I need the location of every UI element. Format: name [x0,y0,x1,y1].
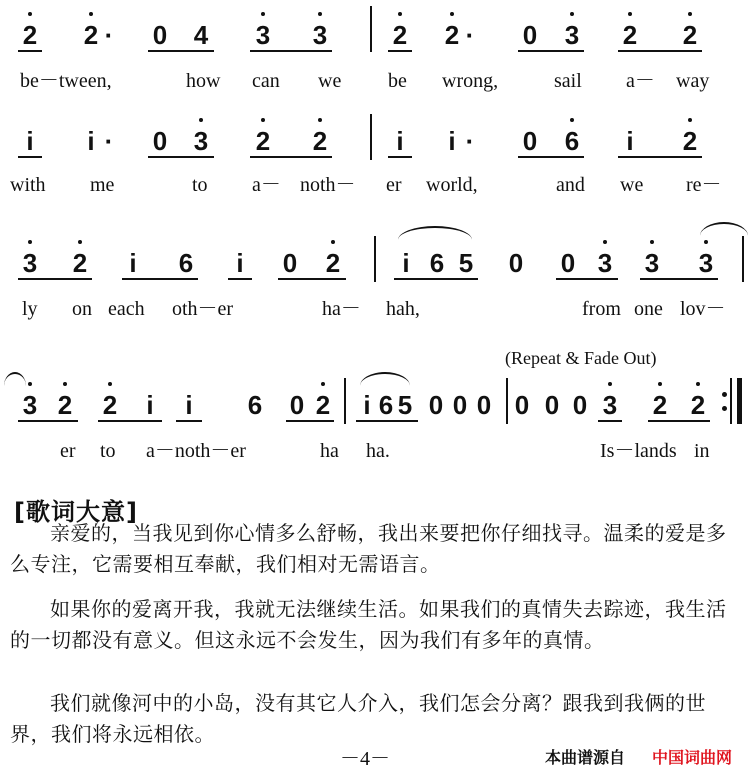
lyric: er [386,174,402,196]
lyric: one [634,298,663,320]
note: 3 [644,248,660,278]
note: 2 [325,248,341,278]
lyric: world, [426,174,478,196]
note: 0 [514,390,530,420]
note: 2 [72,248,88,278]
beam [356,420,418,422]
barline [742,236,744,282]
note: i [236,248,244,278]
note: i [448,126,456,156]
note: · [104,126,114,156]
beam [176,420,202,422]
note: i [26,126,34,156]
beam [618,50,702,52]
lyric: me [90,174,115,196]
beam [388,50,412,52]
lyric: a－ [626,70,655,92]
beam [98,420,162,422]
note: 2 [682,126,698,156]
lyric: from [582,298,621,320]
beam [18,156,42,158]
barline [730,378,732,424]
octave-dot [28,12,32,16]
octave-dot [89,12,93,16]
tie [360,372,410,386]
octave-dot [261,12,265,16]
beam [250,156,332,158]
lyric: we [620,174,644,196]
octave-dot [603,240,607,244]
octave-dot [398,12,402,16]
note: i [129,248,137,278]
beam [640,278,718,280]
note: 2 [255,126,271,156]
note: 2 [690,390,706,420]
note: 0 [452,390,468,420]
note: 2 [622,20,638,50]
barline [374,236,376,282]
lyrics-meaning-title: [歌词大意] [14,498,138,526]
note: i [396,126,404,156]
lyric: noth－ [300,174,356,196]
note: 0 [522,20,538,50]
note: 2 [22,20,38,50]
meaning-paragraph: 如果你的爱离开我，我就无法继续生活。如果我们的真情失去踪迹，我生活的一切都没有意义。但这永远不会发生，因为我们有多年的真情。 [10,597,727,652]
note: 0 [508,248,524,278]
note: 3 [22,390,38,420]
octave-dot [78,240,82,244]
octave-dot [696,382,700,386]
note: 0 [522,126,538,156]
lyric: way [676,70,710,92]
lyric: ha. [366,440,390,462]
repeat-dot [722,406,727,411]
note: 0 [476,390,492,420]
beam [18,278,92,280]
octave-dot [570,12,574,16]
lyric: wrong, [442,70,499,92]
note: 2 [83,20,99,50]
lyric: hah, [386,298,420,320]
lyric: and [556,174,585,196]
lyric: can [252,70,280,92]
beam [228,278,252,280]
note: 0 [282,248,298,278]
note: · [104,20,114,50]
lyric: how [186,70,221,92]
note: 2 [57,390,73,420]
octave-dot [704,240,708,244]
repeat-dot [722,392,727,397]
note: 2 [392,20,408,50]
octave-dot [650,240,654,244]
source-site-link[interactable]: 中国词曲网 [652,748,733,767]
lyric: to [192,174,208,196]
note: i [363,390,371,420]
beam [556,278,618,280]
lyric: we [318,70,342,92]
note: 6 [564,126,580,156]
lyric: a－ [252,174,281,196]
octave-dot [331,240,335,244]
barline [344,378,346,424]
beam [18,420,78,422]
beam [250,50,332,52]
tie [4,372,26,386]
note: 6 [378,390,394,420]
note: 0 [560,248,576,278]
note: 0 [544,390,560,420]
end-repeat-barline [737,378,742,424]
octave-dot [199,118,203,122]
beam [618,156,702,158]
tie [700,222,748,236]
meaning-paragraph: 我们就像河中的小岛，没有其它人介入，我们怎会分离？跟我到我俩的世界，我们将永远相依。 [10,691,706,746]
lyric: each [108,298,145,320]
note: 3 [602,390,618,420]
note: i [626,126,634,156]
note: 6 [247,390,263,420]
beam [148,156,214,158]
note: 3 [564,20,580,50]
lyric: lov－ [680,298,726,320]
octave-dot [570,118,574,122]
note: 6 [178,248,194,278]
lyric: er [60,440,76,462]
note: i [87,126,95,156]
lyric: re－ [686,174,722,196]
lyric: be－tween, [20,70,112,92]
note: i [146,390,154,420]
beam [518,156,584,158]
note: 2 [682,20,698,50]
note: 2 [315,390,331,420]
note: 6 [429,248,445,278]
barline [370,6,372,52]
lyric: sail [554,70,582,92]
lyric: oth－er [172,298,234,320]
beam [648,420,710,422]
note: 3 [255,20,271,50]
octave-dot [321,382,325,386]
octave-dot [628,12,632,16]
lyric: ly [22,298,38,320]
meaning-paragraph: 亲爱的，当我见到你心情多么舒畅，我出来要把你仔细找寻。温柔的爱是多么专注，它需要相互奉献，我们相对无需语言。 [10,521,727,576]
beam [122,278,198,280]
lyric: ha [320,440,339,462]
note: 3 [597,248,613,278]
lyric: Is－lands [600,440,677,462]
beam [148,50,214,52]
beam [394,278,478,280]
lyric: to [100,440,116,462]
beam [286,420,334,422]
octave-dot [108,382,112,386]
note: 0 [152,126,168,156]
note: i [185,390,193,420]
octave-dot [658,382,662,386]
note: 0 [289,390,305,420]
note: 0 [428,390,444,420]
octave-dot [688,12,692,16]
note: 3 [193,126,209,156]
octave-dot [608,382,612,386]
octave-dot [450,12,454,16]
octave-dot [688,118,692,122]
lyric: in [694,440,710,462]
note: · [465,126,475,156]
note: · [465,20,475,50]
note: 3 [22,248,38,278]
octave-dot [318,12,322,16]
beam [388,156,412,158]
note: 2 [444,20,460,50]
octave-dot [28,240,32,244]
lyric: on [72,298,92,320]
note: 5 [458,248,474,278]
note: 2 [312,126,328,156]
note: 5 [397,390,413,420]
note: 4 [193,20,209,50]
lyric: a－noth－er [146,440,246,462]
source-label: 本曲谱源自 [545,748,626,767]
note: 0 [572,390,588,420]
page-number: －4－ [340,748,390,770]
note: 3 [698,248,714,278]
note: 2 [652,390,668,420]
note: i [402,248,410,278]
note: 3 [312,20,328,50]
octave-dot [28,382,32,386]
octave-dot [63,382,67,386]
beam [278,278,346,280]
note: 0 [152,20,168,50]
octave-dot [318,118,322,122]
beam [598,420,622,422]
note: 2 [102,390,118,420]
beam [518,50,584,52]
tie [398,226,472,240]
octave-dot [261,118,265,122]
lyric: be [388,70,407,92]
lyric: with [10,174,46,196]
lyric: ha－ [322,298,361,320]
repeat-annotation: (Repeat & Fade Out) [505,348,657,368]
barline [370,114,372,160]
barline [506,378,508,424]
beam [18,50,42,52]
